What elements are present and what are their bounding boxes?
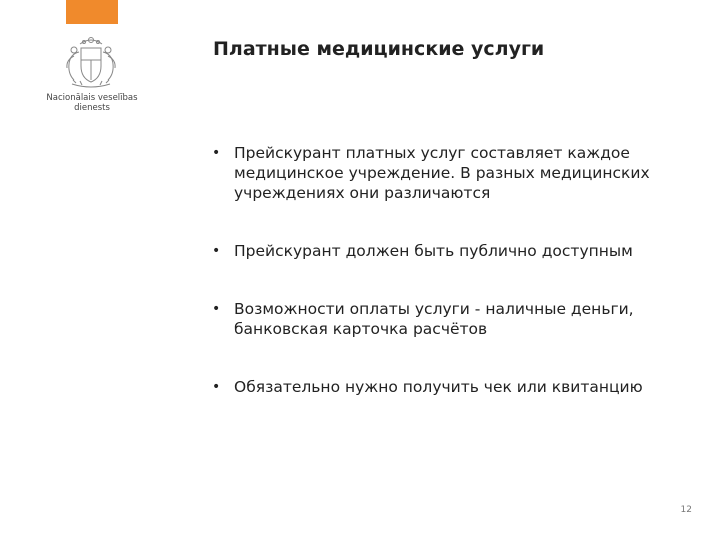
bullet-text: Прейскурант должен быть публично доступным: [234, 242, 633, 260]
organization-name-line1: Nacionālais veselības: [46, 93, 138, 103]
bullet-dot-icon: •: [212, 379, 221, 395]
bullet-item: [210, 241, 680, 261]
organization-name-line2: dienests: [74, 103, 110, 113]
bullet-text: Обязательно нужно получить чек или квитанцию: [234, 378, 643, 396]
orange-accent-bar: [66, 0, 118, 24]
bullet-item: [210, 377, 680, 397]
bullet-dot-icon: •: [212, 145, 221, 161]
bullet-dot-icon: •: [212, 301, 221, 317]
coat-of-arms-icon: [60, 34, 122, 90]
bullet-text: Прейскурант платных услуг составляет каждое медицинское учреждение. В разных медицинских учреждениях они различаются: [234, 144, 650, 202]
organization-name: [42, 93, 142, 113]
organization-logo: [42, 34, 142, 116]
bullet-item: [210, 299, 680, 339]
bullet-item: [210, 143, 680, 203]
bullet-list: [210, 143, 680, 435]
slide-title: Платные медицинские услуги: [213, 38, 545, 60]
page-number: 12: [680, 505, 692, 515]
bullet-text: Возможности оплаты услуги - наличные деньги, банковская карточка расчётов: [234, 300, 634, 338]
bullet-dot-icon: •: [212, 243, 221, 259]
